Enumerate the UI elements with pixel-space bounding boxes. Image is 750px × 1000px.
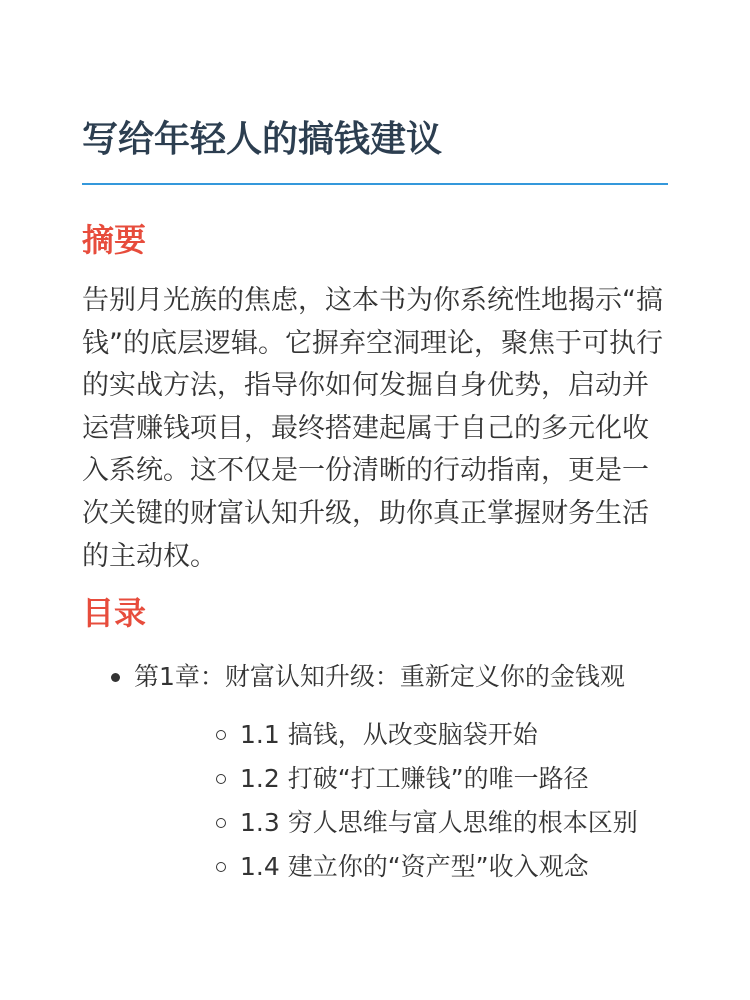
bullet-circle-icon (216, 862, 226, 872)
section-label: 1.3 穷人思维与富人思维的根本区别 (240, 808, 638, 837)
toc-section-1-3 (134, 801, 672, 845)
chapter-1-sections (134, 713, 672, 889)
section-label: 1.1 搞钱，从改变脑袋开始 (240, 720, 538, 749)
summary-heading: 摘要 (82, 221, 147, 259)
toc-section-1-1 (134, 713, 672, 757)
table-of-contents (82, 655, 672, 889)
bullet-disc-icon (111, 673, 120, 682)
summary-paragraph: 告别月光族的焦虑，这本书为你系统性地揭示“搞钱”的底层逻辑。它摒弃空洞理论，聚焦于可执行的实战方法，指导你如何发掘自身优势，启动并运营赚钱项目，最终搭建起属于自己的多元化收入系统。这不仅是一份清晰的行动指南，更是一次关键的财富认知升级，助你真正掌握财务生活的主动权。 (82, 285, 663, 572)
toc-section-1-2 (134, 757, 672, 801)
section-label: 1.4 建立你的“资产型”收入观念 (240, 852, 589, 881)
bullet-circle-icon (216, 818, 226, 828)
section-label: 1.2 打破“打工赚钱”的唯一路径 (240, 764, 589, 793)
chapter-label: 第1章：财富认知升级：重新定义你的金钱观 (134, 662, 625, 691)
bullet-circle-icon (216, 774, 226, 784)
toc-section-1-4 (134, 845, 672, 889)
bullet-circle-icon (216, 730, 226, 740)
document-title: 写给年轻人的搞钱建议 (82, 119, 443, 160)
title-divider (82, 183, 668, 185)
toc-heading: 目录 (82, 594, 147, 632)
toc-chapter-1 (82, 655, 672, 889)
